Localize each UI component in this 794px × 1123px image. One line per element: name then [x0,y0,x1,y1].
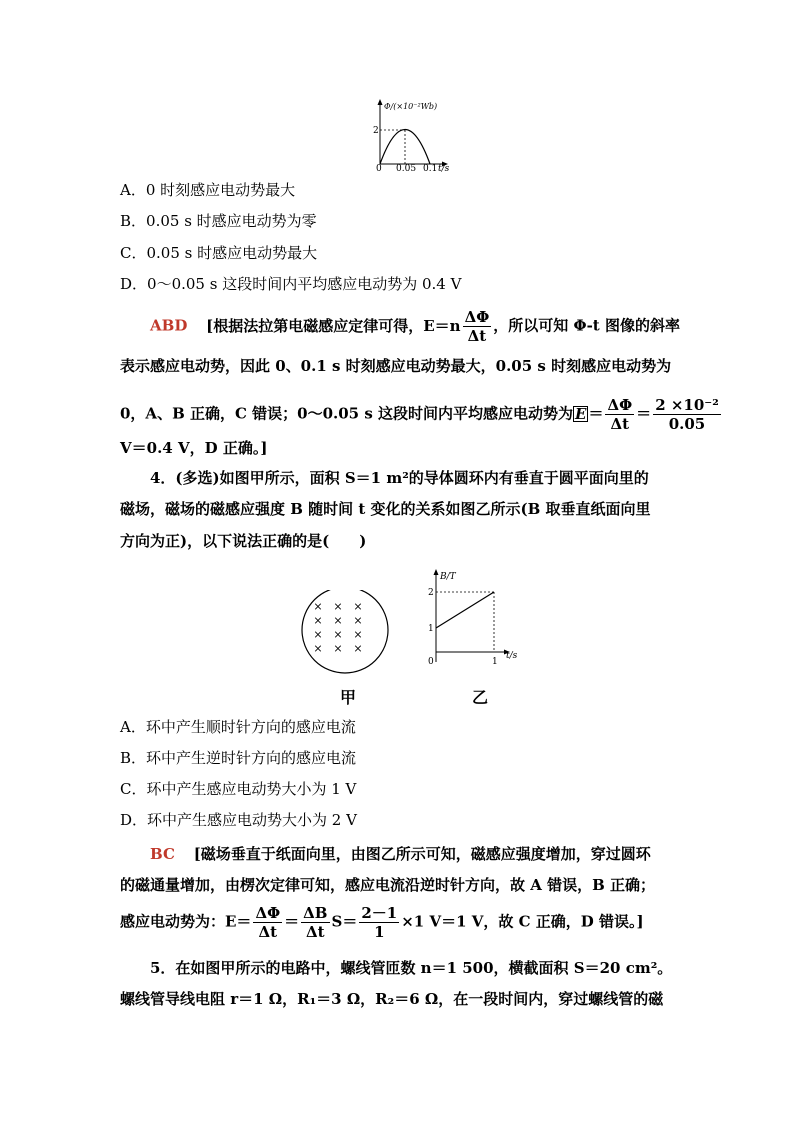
field-mark: × [353,628,363,641]
q4-answer-line2: 的磁通量增加，由楞次定律可知，感应电流沿逆时针方向，故 A 错误，B 正确； [120,876,655,894]
x-tick-label: 1 [492,657,498,667]
q3-answer-line1: ABD [根据法拉第电磁感应定律可得，E＝n $\frac{\Delta\Phi}{\Delta t}$ ，所以可知 Φ-t 图像的斜率 [150,308,680,345]
q3-option-b: B．0.05 s 时感应电动势为零 [120,212,317,230]
field-mark: × [353,642,363,655]
q5-stem-line2: 螺线管导线电阻 r＝1 Ω，R₁＝3 Ω，R₂＝6 Ω，在一段时间内，穿过螺线管的磁 [120,990,664,1008]
fraction: $\frac{\Delta\Phi}{\Delta t}$ [464,308,490,345]
x-tick-label: 0.1 [423,164,438,172]
y-tick-label: 2 [428,588,434,598]
field-mark: × [333,642,343,655]
q4-option-b: B．环中产生逆时针方向的感应电流 [120,749,357,767]
b-line [436,592,494,628]
figure-caption-yi: 乙 [472,688,489,707]
q4-stem-line1: 4．(多选)如图甲所示，面积 S＝1 m²的导体圆环内有垂直于圆平面向里的 [150,469,649,487]
field-mark: × [333,614,343,627]
field-mark: × [333,628,343,641]
q4-answer-line3: 感应电动势为：E＝ $\frac{\Delta\Phi}{\Delta t}$ ＝ $\frac{\Delta B}{\Delta t}$ S＝ $\frac{2-1}{1}$ ×1 V＝1 V，故 C 正确，D 错误。] [120,904,644,941]
field-mark: × [353,614,363,627]
y-axis-label: Φ/(×10⁻²Wb) [384,102,438,111]
q4-option-a: A．环中产生顺时针方向的感应电流 [120,718,356,736]
field-mark: × [353,600,363,613]
q3-option-a: A．0 时刻感应电动势最大 [120,181,296,199]
fraction: $\frac{\text{2 ×10⁻²}}{0.05}$ [655,396,719,433]
figure-caption-jia: 甲 [340,688,357,707]
y-axis-arrow [434,569,439,575]
y-axis-label: B/T [440,572,456,582]
field-mark: × [313,600,323,613]
field-mark: × [313,642,323,655]
q3-answer-letters: ABD [150,316,188,335]
q3-answer-line3: 0，A、B 正确，C 错误；0～0.05 s 这段时间内平均感应电动势为 E ＝ $\frac{\Delta\Phi}{\Delta t}$ ＝ $\frac{\text{2 ×10⁻²}}{0.05}$ [120,396,719,433]
field-mark: × [313,628,323,641]
q4-answer-letters: BC [150,845,175,863]
q3-option-d: D．0～0.05 s 这段时间内平均感应电动势为 0.4 V [120,275,462,293]
y-tick-label: 1 [428,624,434,634]
flux-time-graph [360,96,470,172]
field-mark: × [313,614,323,627]
q3-answer-line4: V＝0.4 V，D 正确。] [120,439,268,457]
y-axis-arrow [378,99,383,105]
x-tick-label: 0.05 [396,164,417,172]
y-tick-label: 2 [373,126,379,136]
x-tick-label: 0 [376,164,382,172]
ring-magnetic-field-figure [300,590,390,680]
fraction: $\frac{2-1}{1}$ [361,904,398,941]
q3-option-c: C．0.05 s 时感应电动势最大 [120,244,318,262]
fraction: $\frac{\Delta\Phi}{\Delta t}$ [607,396,633,433]
x-axis-label: t/s [506,651,518,661]
q4-option-d: D．环中产生感应电动势大小为 2 V [120,811,357,829]
q4-option-c: C．环中产生感应电动势大小为 1 V [120,780,357,798]
fraction: $\frac{\Delta\Phi}{\Delta t}$ [255,904,281,941]
x-axis-label: t/s [438,164,450,172]
q4-stem-line3: 方向为正)，以下说法正确的是( ) [120,532,367,550]
average-emf-symbol: E [575,404,587,423]
fraction: $\frac{\Delta B}{\Delta t}$ [303,904,328,941]
y-tick-label: 0 [428,657,434,667]
b-time-graph [420,566,530,672]
q5-stem-line1: 5．在如图甲所示的电路中，螺线管匝数 n＝1 500，横截面积 S＝20 cm²。 [150,959,673,977]
q4-answer-line1: BC [磁场垂直于纸面向里，由图乙所示可知，磁感应强度增加，穿过圆环 [150,845,651,863]
field-mark: × [333,600,343,613]
q4-stem-line2: 磁场，磁场的磁感应强度 B 随时间 t 变化的关系如图乙所示(B 取垂直纸面向里 [120,500,651,518]
q3-answer-line2: 表示感应电动势，因此 0、0.1 s 时刻感应电动势最大，0.05 s 时刻感应电动势为 [120,357,672,375]
